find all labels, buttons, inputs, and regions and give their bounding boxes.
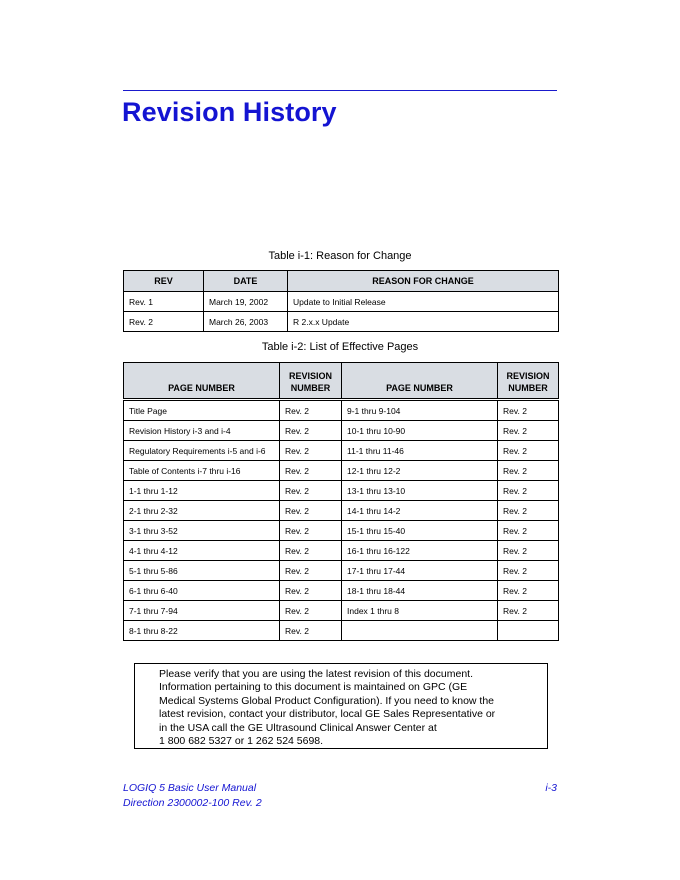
notice-line: Information pertaining to this document is maintained on GPC (GE	[159, 681, 468, 694]
table-cell: 16-1 thru 16-122	[342, 541, 498, 561]
table-cell: 4-1 thru 4-12	[124, 541, 280, 561]
column-header-page-number: PAGE NUMBER	[124, 363, 280, 400]
column-header-date: DATE	[204, 271, 288, 292]
table-cell: Rev. 2	[498, 581, 559, 601]
footer-left	[123, 781, 262, 811]
table-cell: Title Page	[124, 400, 280, 421]
column-header-rev: REV	[124, 271, 204, 292]
table-row	[124, 501, 559, 521]
table-header-row	[124, 271, 559, 292]
table-cell: Rev. 2	[498, 561, 559, 581]
table-cell: 18-1 thru 18-44	[342, 581, 498, 601]
table-cell: Rev. 2	[280, 621, 342, 641]
table-row	[124, 561, 559, 581]
table-cell: Rev. 1	[124, 292, 204, 312]
table-cell: 6-1 thru 6-40	[124, 581, 280, 601]
table-cell: Rev. 2	[280, 521, 342, 541]
notice-line: in the USA call the GE Ultrasound Clinical Answer Center at	[159, 721, 437, 734]
table-cell: R 2.x.x Update	[288, 312, 559, 332]
notice-line: 1 800 682 5327 or 1 262 524 5698.	[159, 735, 324, 748]
table-cell: Rev. 2	[498, 400, 559, 421]
table-row	[124, 421, 559, 441]
table-cell: Rev. 2	[498, 421, 559, 441]
table-cell: Rev. 2	[498, 501, 559, 521]
table-cell: 7-1 thru 7-94	[124, 601, 280, 621]
table1-caption: Table i-1: Reason for Change	[268, 250, 412, 262]
table-cell: Rev. 2	[498, 521, 559, 541]
table-cell: 3-1 thru 3-52	[124, 521, 280, 541]
table-cell	[342, 621, 498, 641]
revision-notice-box	[134, 663, 548, 749]
table-header-row	[124, 363, 559, 400]
table-cell: 13-1 thru 13-10	[342, 481, 498, 501]
table-cell: Revision History i-3 and i-4	[124, 421, 280, 441]
table-row	[124, 581, 559, 601]
table-cell: March 26, 2003	[204, 312, 288, 332]
table-row	[124, 541, 559, 561]
table-row	[124, 400, 559, 421]
table-cell: Table of Contents i-7 thru i-16	[124, 461, 280, 481]
column-header-reason: REASON FOR CHANGE	[288, 271, 559, 292]
table-cell: Regulatory Requirements i-5 and i-6	[124, 441, 280, 461]
notice-line: Medical Systems Global Product Configuration). If you need to know the	[159, 694, 495, 707]
table-cell: Rev. 2	[280, 421, 342, 441]
table-cell: Rev. 2	[280, 461, 342, 481]
table-row	[124, 621, 559, 641]
table-cell: 5-1 thru 5-86	[124, 561, 280, 581]
table-cell: Rev. 2	[280, 441, 342, 461]
table-cell: 11-1 thru 11-46	[342, 441, 498, 461]
table-cell: Rev. 2	[498, 541, 559, 561]
table-cell: Rev. 2	[280, 581, 342, 601]
table-cell: Rev. 2	[280, 501, 342, 521]
table-cell: 14-1 thru 14-2	[342, 501, 498, 521]
notice-line: Please verify that you are using the latest revision of this document.	[159, 668, 474, 680]
table-cell: Rev. 2	[280, 541, 342, 561]
table-cell: 2-1 thru 2-32	[124, 501, 280, 521]
table-cell: Rev. 2	[498, 481, 559, 501]
footer-manual-title: LOGIQ 5 Basic User Manual	[123, 782, 257, 794]
header-rule	[123, 90, 557, 91]
table2-caption: Table i-2: List of Effective Pages	[261, 341, 419, 353]
table-cell: Rev. 2	[280, 561, 342, 581]
table-cell: Rev. 2	[498, 461, 559, 481]
effective-pages-table	[123, 362, 559, 641]
footer-direction: Direction 2300002-100 Rev. 2	[123, 797, 262, 809]
table-cell: Index 1 thru 8	[342, 601, 498, 621]
page-title: Revision History	[122, 97, 337, 127]
column-header-revision-number: REVISION NUMBER	[280, 363, 342, 400]
table-row	[124, 461, 559, 481]
table-cell: Update to Initial Release	[288, 292, 559, 312]
table-cell: 10-1 thru 10-90	[342, 421, 498, 441]
table-row	[124, 441, 559, 461]
table-row	[124, 481, 559, 501]
table-cell: 8-1 thru 8-22	[124, 621, 280, 641]
table-cell: 12-1 thru 12-2	[342, 461, 498, 481]
table-row	[124, 312, 559, 332]
notice-line: latest revision, contact your distributor, local GE Sales Representative or	[159, 708, 496, 721]
table-cell: 1-1 thru 1-12	[124, 481, 280, 501]
table-cell	[498, 621, 559, 641]
reason-for-change-table	[123, 270, 559, 332]
column-header-revision-number: REVISION NUMBER	[498, 363, 559, 400]
table-cell: Rev. 2	[280, 601, 342, 621]
table-cell: Rev. 2	[498, 601, 559, 621]
table-cell: Rev. 2	[280, 481, 342, 501]
table-cell: March 19, 2002	[204, 292, 288, 312]
table-row	[124, 601, 559, 621]
table-cell: 9-1 thru 9-104	[342, 400, 498, 421]
column-header-page-number: PAGE NUMBER	[342, 363, 498, 400]
table-row	[124, 521, 559, 541]
table-row	[124, 292, 559, 312]
table-cell: 15-1 thru 15-40	[342, 521, 498, 541]
footer-page-number: i-3	[545, 782, 557, 794]
table-cell: 17-1 thru 17-44	[342, 561, 498, 581]
table-cell: Rev. 2	[280, 400, 342, 421]
table-cell: Rev. 2	[124, 312, 204, 332]
table-cell: Rev. 2	[498, 441, 559, 461]
